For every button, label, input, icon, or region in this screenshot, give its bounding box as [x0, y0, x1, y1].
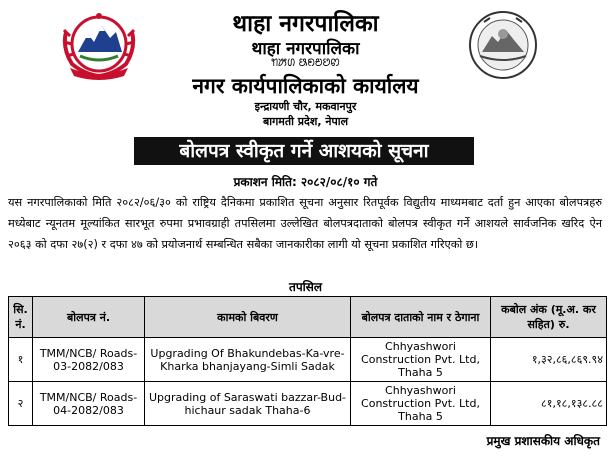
table-row [9, 338, 607, 382]
municipality-title: थाहा नगरपालिका [232, 11, 379, 37]
notice-body: यस नगरपालिकाको मिति २०८२/०६/३० को राष्ट्रिय दैनिकमा प्रकाशित सूचना अनुसार रितपूर्वक विद्युतीय माध्यमबाट दर्ता हुन आएका बोलपत्रहरु मध्येबाट न्यूनतम मूल्यांकित सारभूत रुपमा प्रभावग्राही तपसिलमा उल्लेखित बोलपत्रदाताको बोलपत्र स्वीकृत गर्ने आशयले सार्वजनिक खरिद ऐन २०६३ को दफा २७(२) र दफा ४७ को प्रयोजनार्थ सम्बन्धित सबैका जानकारीका लागी यो सूचना प्रकाशित गरिएको छ। [8, 196, 602, 251]
header-bidder: बोलपत्र दाताको नाम र ठेगाना [351, 297, 491, 338]
office-name: नगर कार्यपालिकाको कार्यालय [192, 74, 419, 98]
header-work: कामको बिवरण [145, 297, 351, 338]
bid-table [8, 296, 607, 426]
signatory: प्रमुख प्रशासकीय अधिकृत [486, 434, 600, 448]
notice-banner: बोलपत्र स्वीकृत गर्ने आशयको सूचना [134, 137, 474, 165]
cell-amount: ८१,१८,१३८.८८ [491, 382, 607, 426]
cell-work: Upgrading of Saraswati bazzar-Bud-hichaur sadak Thaha-6 [145, 382, 351, 426]
cell-work: Upgrading Of Bhakundebas-Ka-vre-Kharka bhanjayang-Simli Sadak [145, 338, 351, 382]
script-line: ꢒꢓꢔ ꢕꢖꢗꢘꢙ [271, 56, 340, 69]
cell-bidder: Chhyashwori Construction Pvt. Ltd, Thaha 5 [351, 338, 491, 382]
address-line-1: इन्द्रायणी चौर, मकवानपुर [254, 100, 357, 113]
cell-bid-no: TMM/NCB/ Roads-03-2082/083 [33, 338, 145, 382]
header-sn: सि. नं. [9, 297, 33, 338]
table-row [9, 382, 607, 426]
municipality-title-alt: थाहा नगरपालिका [251, 39, 360, 59]
publication-date: प्रकाशन मिति: २०८२/०८/१० गते [233, 175, 378, 189]
cell-bidder: Chhyashwori Construction Pvt. Ltd, Thaha 5 [351, 382, 491, 426]
address-line-2: बागमती प्रदेश, नेपाल [262, 115, 349, 128]
header-bid-no: बोलपत्र नं. [33, 297, 145, 338]
header-amount: कबोल अंक (मू.अ. कर सहित) रु. [491, 297, 607, 338]
cell-sn: १ [9, 338, 33, 382]
cell-amount: १,३२,८६,८६९.९४ [491, 338, 607, 382]
table-header-row [9, 297, 607, 338]
tapsil-heading: तपसिल [288, 280, 322, 294]
cell-bid-no: TMM/NCB/ Roads-04-2082/083 [33, 382, 145, 426]
cell-sn: २ [9, 382, 33, 426]
